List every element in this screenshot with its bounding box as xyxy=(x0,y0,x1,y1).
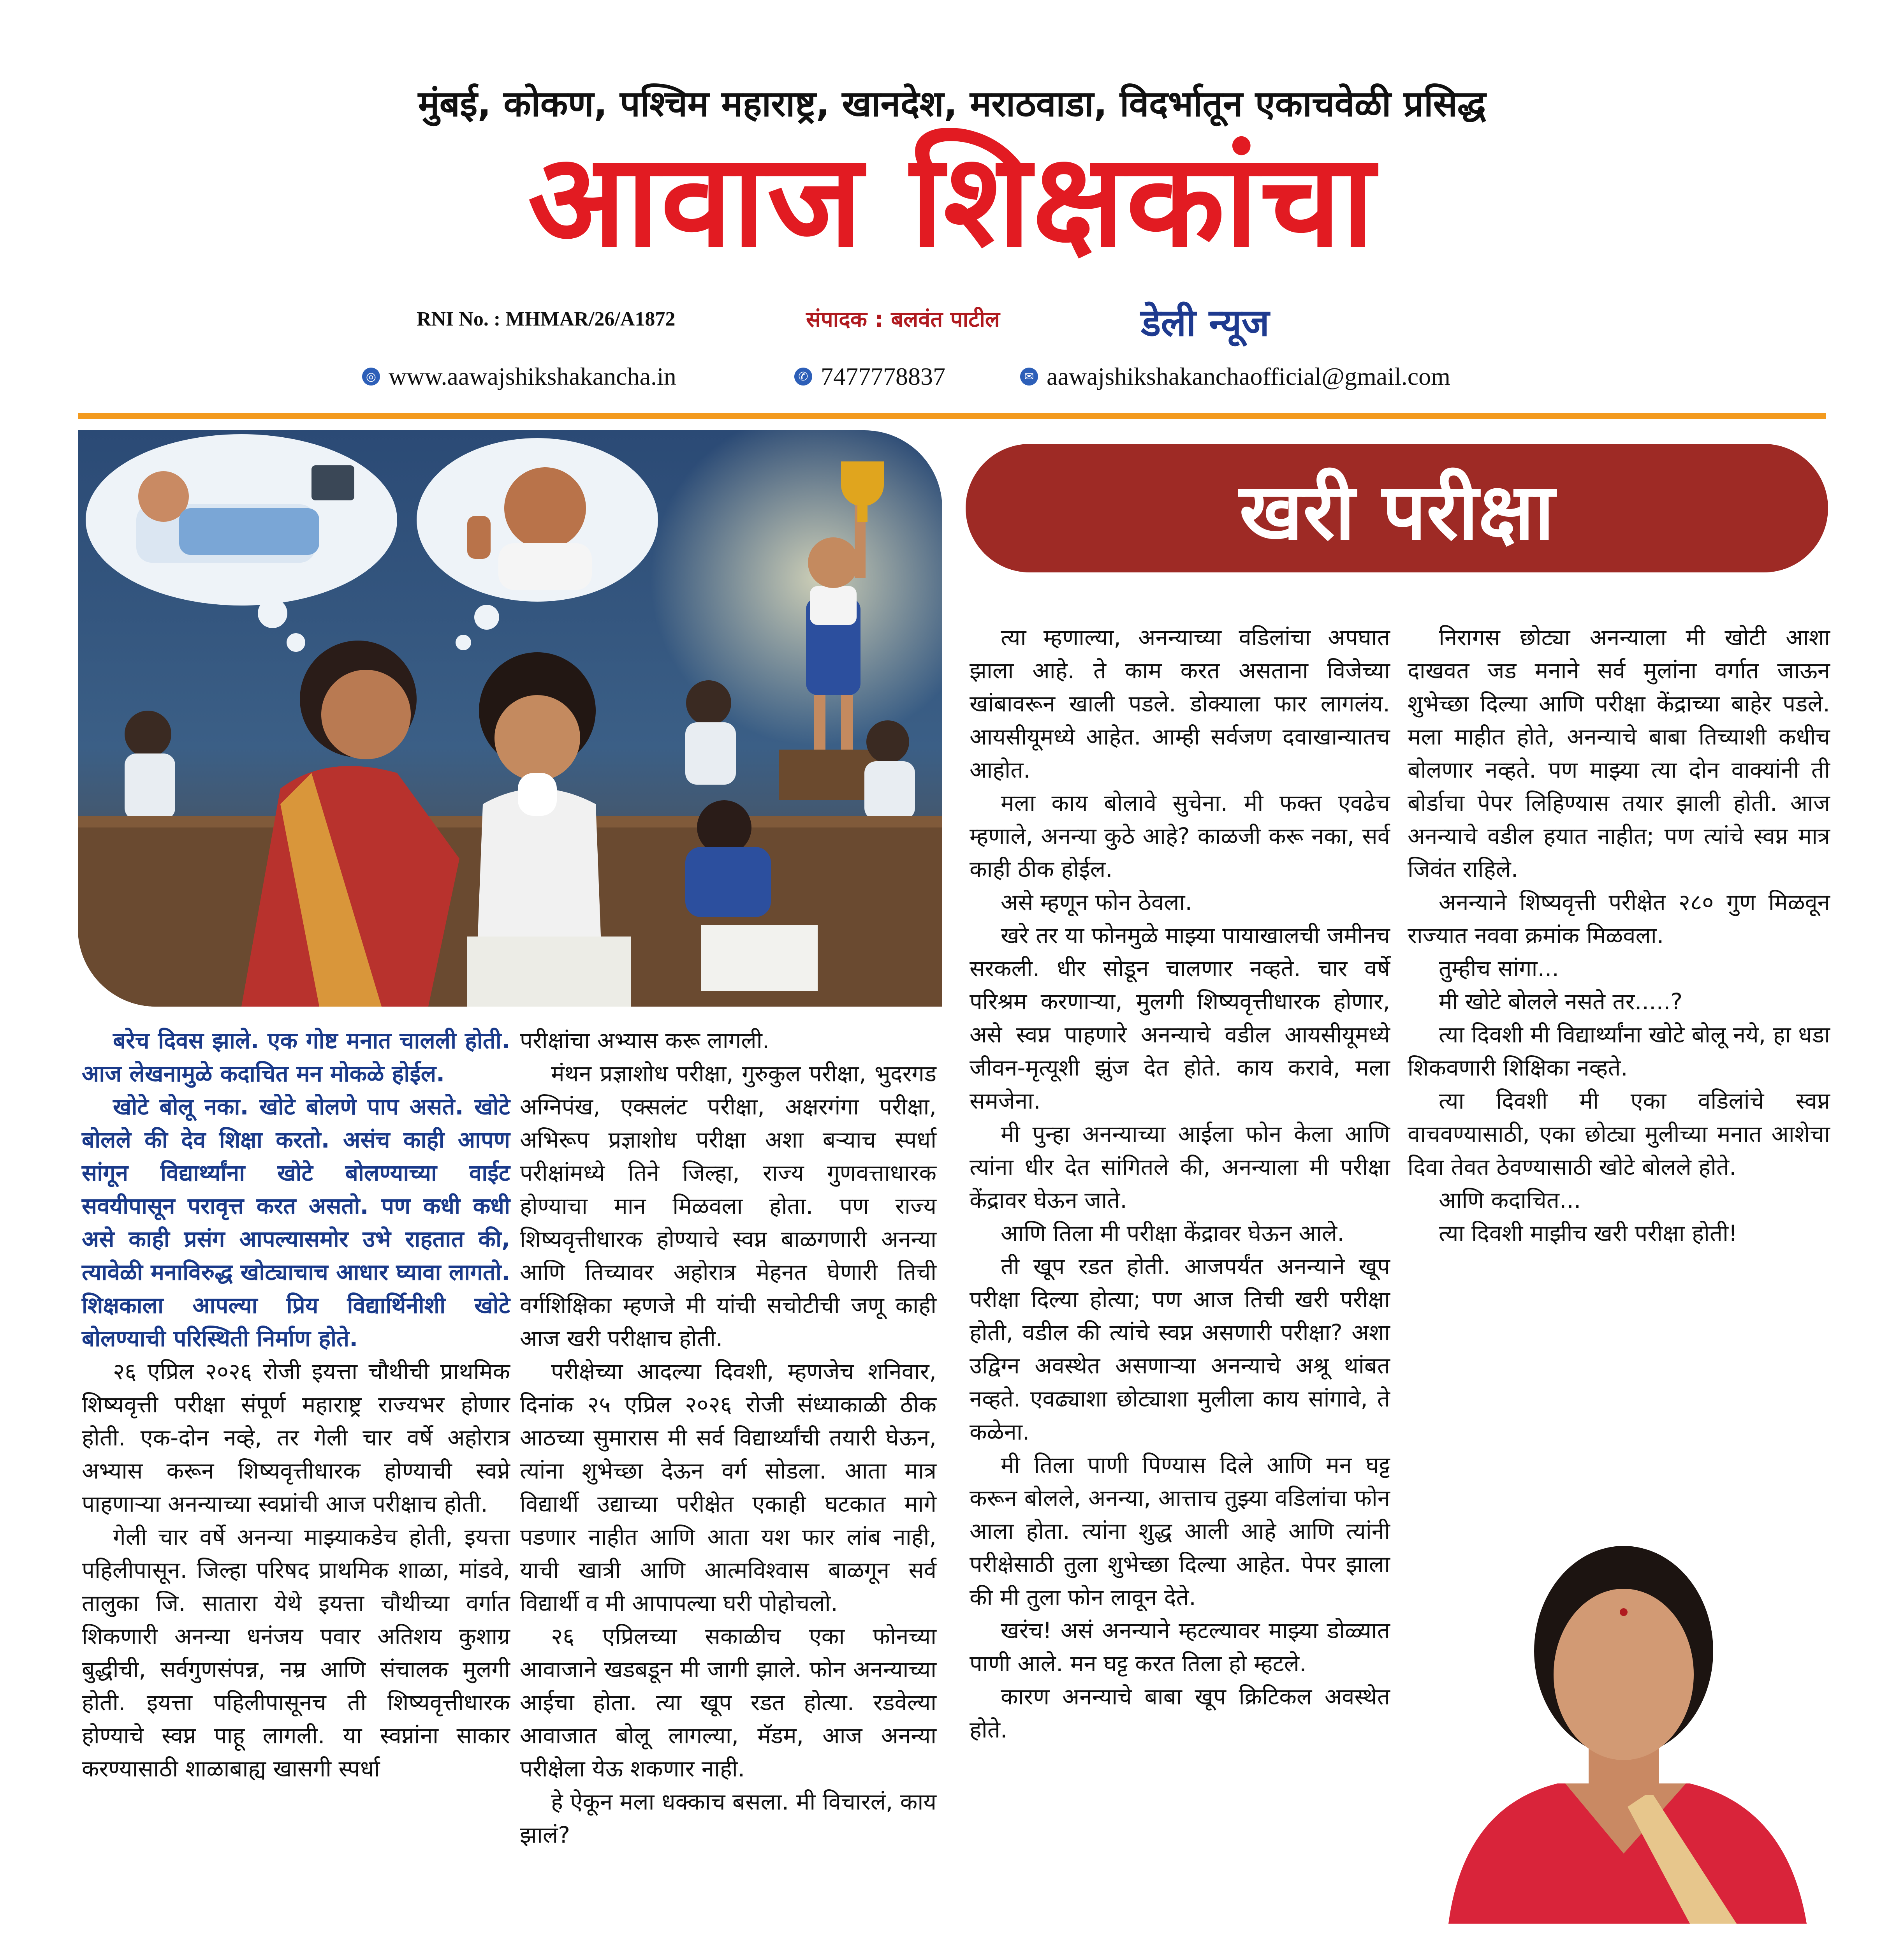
illustration-svg xyxy=(78,430,942,1007)
headline: खरी परीक्षा xyxy=(1239,466,1555,557)
article-paragraph: आणि तिला मी परीक्षा केंद्रावर घेऊन आले. xyxy=(1001,1220,1344,1246)
article-paragraph: असे म्हणून फोन ठेवला. xyxy=(1001,889,1192,915)
article-paragraph: कारण अनन्याचे बाबा खूप क्रिटिकल अवस्थेत होते. xyxy=(970,1683,1390,1743)
article-paragraph: हे ऐकून मला धक्काच बसला. मी विचारलं, काय झालं? xyxy=(520,1789,936,1848)
article-paragraph: खरंच! असं अनन्याने म्हटल्यावर माझ्या डोळ्यात पाणी आले. मन घट्ट करत तिला हो म्हटले. xyxy=(970,1617,1390,1677)
contact-phone[interactable] xyxy=(794,362,945,391)
article-paragraph: तुम्हीच सांगा... xyxy=(1439,955,1559,982)
email-text: aawajshikshakanchaofficial@gmail.com xyxy=(1047,363,1450,390)
author-credit xyxy=(1402,1943,1846,1947)
author-photo xyxy=(1417,1511,1830,1924)
article-illustration xyxy=(78,430,942,1007)
contact-email[interactable] xyxy=(1020,362,1450,391)
article-paragraph: २६ एप्रिलच्या सकाळीच एका फोनच्या आवाजाने खडबडून मी जागी झाले. फोन अनन्याच्या आईचा होता. त्या खूप रडत होत्या. रडवेल्या आवाजात बोलू लागल्या, मॅडम, आज अनन्या परीक्षेला येऊ शकणार नाही. xyxy=(520,1623,936,1782)
article-column-2 xyxy=(520,1024,936,1852)
article-paragraph: २६ एप्रिल २०२६ रोजी इयत्ता चौथीची प्राथमिक शिष्यवृत्ती परीक्षा संपूर्ण महाराष्ट्र राज्यभर होणार होती. एक-दोन नव्हे, तर गेली चार वर्षे अहोरात्र अभ्यास करून शिष्यवृत्तीधारक होण्याची स्वप्ने पाहणाऱ्या अनन्याच्या स्वप्नांची आज परीक्षाच होती. xyxy=(82,1358,510,1517)
article-paragraph: त्या दिवशी मी एका वडिलांचे स्वप्न वाचवण्यासाठी, एका छोट्या मुलीच्या मनात आशेचा दिवा तेवत ठेवण्यासाठी खोटे बोलले होते. xyxy=(1408,1088,1830,1180)
article-paragraph: मी खोटे बोलले नसते तर.....? xyxy=(1439,988,1683,1015)
article-paragraph: खरे तर या फोनमुळे माझ्या पायाखालची जमीनच सरकली. धीर सोडून चालणार नव्हते. चार वर्षे परिश्रम करणाऱ्या, मुलगी शिष्यवृत्तीधारक होणार, असे स्वप्न पाहणारे अनन्याचे वडील आयसीयूमध्ये जीवन-मृत्यूशी झुंज देत होते. काय करावे, मला समजेना. xyxy=(970,922,1390,1114)
article-paragraph: परीक्षांचा अभ्यास करू लागली. xyxy=(520,1027,770,1054)
article-paragraph: मी पुन्हा अनन्याच्या आईला फोन केला आणि त्यांना धीर देत सांगितले की, अनन्याला मी परीक्षा केंद्रावर घेऊन जाते. xyxy=(970,1121,1390,1213)
editor-credit: संपादक : बलवंत पाटील xyxy=(806,307,1000,332)
article-column-4 xyxy=(1408,621,1830,1250)
email-icon: ✉ xyxy=(1020,368,1038,386)
article-paragraph: मी तिला पाणी पिण्यास दिले आणि मन घट्ट करून बोलले, अनन्या, आत्ताच तुझ्या वडिलांचा फोन आला होता. त्यांना शुद्ध आली आहे आणि त्यांनी परीक्षेसाठी तुला शुभेच्छा दिल्या आहेत. पेपर झाला की मी तुला फोन लावून देते. xyxy=(970,1452,1390,1611)
article-paragraph: परीक्षेच्या आदल्या दिवशी, म्हणजेच शनिवार, दिनांक २५ एप्रिल २०२६ रोजी संध्याकाळी ठीक आठच्या सुमारास मी सर्व विद्यार्थ्यांची तयारी घेऊन, त्यांना शुभेच्छा देऊन वर्ग सोडला. आता मात्र विद्यार्थी उद्याच्या परीक्षेत एकाही घटकात मागे पडणार नाहीत आणि आता यश फार लांब नाही, याची खात्री आणि आत्मविश्वास बाळगून सर्व विद्यार्थी व मी आपापल्या घरी पोहोचलो. xyxy=(520,1358,936,1616)
article-paragraph: मंथन प्रज्ञाशोध परीक्षा, गुरुकुल परीक्षा, भुदरगड अग्निपंख, एक्सलंट परीक्षा, अक्षरगंगा परीक्षा, अभिरूप प्रज्ञाशोध परीक्षा अशा बऱ्याच स्पर्धा परीक्षांमध्ये तिने जिल्हा, राज्य गुणवत्ताधारक होण्याचा मान मिळवला होता. पण राज्य शिष्यवृत्तीधारक होण्याचे स्वप्न बाळगणारी अनन्या आणि तिच्यावर अहोरात्र मेहनत घेणारी तिची वर्गशिक्षिका म्हणजे मी यांची सचोटीची जणू काही आज खरी परीक्षाच होती. xyxy=(520,1060,936,1352)
article-paragraph: गेली चार वर्षे अनन्या माझ्याकडेच होती, इयत्ता पहिलीपासून. जिल्हा परिषद प्राथमिक शाळा, मांडवे, तालुका जि. सातारा येथे इयत्ता चौथीच्या वर्गात शिकणारी अनन्या धनंजय पवार अतिशय कुशाग्र बुद्धीची, सर्वगुणसंपन्न, नम्र आणि संचालक मुलगी होती. इयत्ता पहिलीपासूनच ती शिष्यवृत्तीधारक होण्याचे स्वप्न पाहू लागली. या स्वप्नांना साकार करण्यासाठी शाळाबाह्य खासगी स्पर्धा xyxy=(82,1524,510,1782)
article-paragraph: त्या दिवशी माझीच खरी परीक्षा होती! xyxy=(1439,1220,1738,1246)
article-column-1 xyxy=(82,1024,510,1785)
edition-label: डेली न्यूज xyxy=(1141,301,1269,345)
website-text: www.aawajshikshakancha.in xyxy=(389,363,676,390)
article-column-3 xyxy=(970,621,1390,1746)
author-name xyxy=(1402,1943,1846,1947)
article-paragraph: मला काय बोलावे सुचेना. मी फक्त एवढेच म्हणाले, अनन्या कुठे आहे? काळजी करू नका, सर्व काही ठीक होईल. xyxy=(970,790,1390,882)
author-portrait-svg xyxy=(1417,1511,1830,1924)
headline-banner xyxy=(966,444,1828,572)
lead-paragraph: बरेच दिवस झाले. एक गोष्ट मनात चालली होती. आज लेखनामुळे कदाचित मन मोकळे होईल. xyxy=(82,1027,510,1087)
globe-icon: ◎ xyxy=(362,368,380,386)
article-paragraph: निरागस छोट्या अनन्याला मी खोटी आशा दाखवत जड मनाने सर्व मुलांना वर्गात जाऊन शुभेच्छा दिल्या आणि परीक्षा केंद्राच्या बाहेर पडले. मला माहीत होते, अनन्याचे बाबा तिच्याशी कधीच बोलणार नव्हते. पण माझ्या त्या दोन वाक्यांनी ती बोर्डाचा पेपर लिहिण्यास तयार झाली होती. आज अनन्याचे वडील हयात नाहीत; पण त्यांचे स्वप्न मात्र जिवंत राहिले. xyxy=(1408,624,1830,882)
article-paragraph: त्या दिवशी मी विद्यार्थ्यांना खोटे बोलू नये, हा धडा शिकवणारी शिक्षिका नव्हते. xyxy=(1408,1021,1830,1081)
article-paragraph: आणि कदाचित... xyxy=(1439,1187,1581,1213)
newspaper-title: आवाज शिक्षकांचा xyxy=(528,126,1376,275)
lead-paragraph: खोटे बोलू नका. खोटे बोलणे पाप असते. खोटे बोलले की देव शिक्षा करतो. असंच काही आपण सांगून विद्यार्थ्यांना खोटे बोलण्याच्या वाईट सवयीपासून परावृत्त करत असतो. पण कधी कधी असे काही प्रसंग आपल्यासमोर उभे राहतात की, त्यावेळी मनाविरुद्ध खोट्याचाच आधार घ्यावा लागतो. शिक्षकाला आपल्या प्रिय विद्यार्थिनीशी खोटे बोलण्याची परिस्थिती निर्माण होते. xyxy=(82,1093,510,1352)
article-paragraph: ती खूप रडत होती. आजपर्यंत अनन्याने खूप परीक्षा दिल्या होत्या; पण आज तिची खरी परीक्षा होती, वडील की त्यांचे स्वप्न असणारी परीक्षा? अशा उद्विग्न अवस्थेत असणाऱ्या अनन्याचे अश्रू थांबत नव्हते. एवढ्याशा छोट्याशा मुलीला काय सांगावे, ते कळेना. xyxy=(970,1253,1390,1445)
phone-text: 7477778837 xyxy=(821,363,945,390)
article-paragraph: त्या म्हणाल्या, अनन्याच्या वडिलांचा अपघात झाला आहे. ते काम करत असताना विजेच्या खांबावरून खाली पडले. डोक्याला फार लागलंय. आयसीयूमध्ये आहेत. आम्ही सर्वजण दवाखान्यातच आहोत. xyxy=(970,624,1390,783)
rni-number: RNI No. : MHMAR/26/A1872 xyxy=(417,308,676,330)
phone-icon: ✆ xyxy=(794,368,812,386)
article-paragraph: अनन्याने शिष्यवृत्ती परीक्षेत २८० गुण मिळवून राज्यात नववा क्रमांक मिळवला. xyxy=(1408,889,1830,949)
masthead-tagline: मुंबई, कोकण, पश्चिम महाराष्ट्र, खानदेश, मराठवाडा, विदर्भातून एकाचवेळी प्रसिद्ध xyxy=(418,83,1486,125)
masthead-divider xyxy=(78,413,1826,419)
contact-website[interactable] xyxy=(362,362,676,391)
